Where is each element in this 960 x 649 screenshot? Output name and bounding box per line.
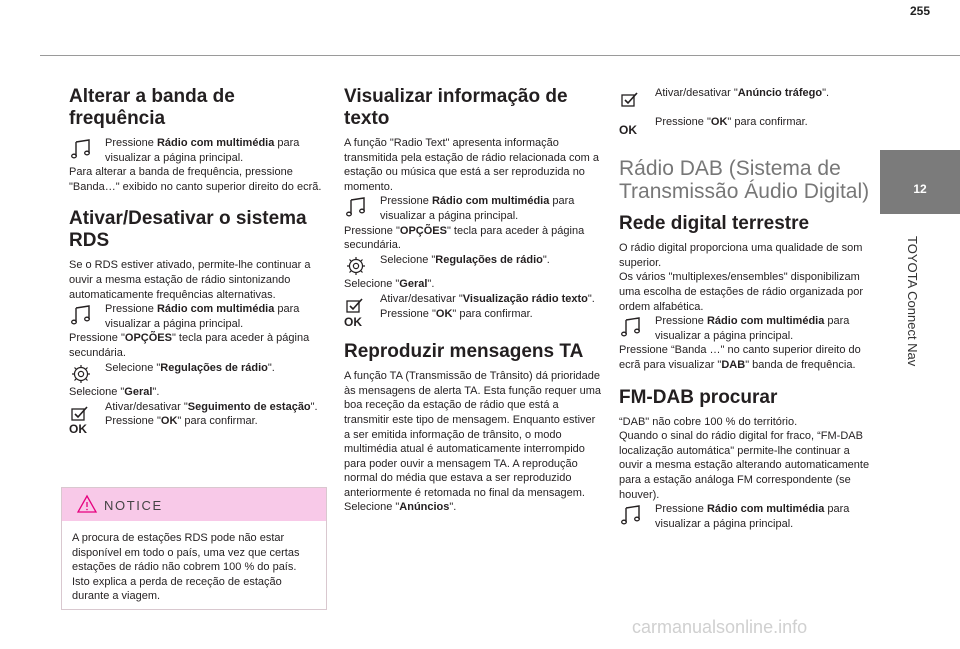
music-note-icon [344,196,368,218]
ok-icon: OK [69,422,87,437]
music-note-icon [69,304,93,326]
paragraph: “DAB" não cobre 100 % do território. [619,415,798,428]
paragraph: O rádio digital proporciona uma qualidade de som superior. [619,242,863,269]
step-radio-settings: Selecione "Regulações de rádio". [69,361,327,376]
notice-text: A procura de estações RDS pode não estar disponível em todo o país, uma vez que certas estações de rádio não cobrem 100 % do país. Isto explica a perda de receção de estação durante a viagem. [72,532,300,603]
paragraph: A função TA (Transmissão de Trânsito) dá prioridade às mensagens de alerta TA. Esta função requer uma boa receção da estação de rádio que está a transmitir este tipo de mensagem. Enquanto estiver a ser emitida informação de trânsito, o modo multimédia atual é automaticamente interrompido para poder ouvir a mensagem TA. A reprodução normal do média que estava a ser reproduzido anteriormente é retomada no final da mensagem. [344,370,602,499]
music-note-icon [619,504,643,526]
step-toggle: Ativar/desativar "Visualização rádio texto". [344,292,602,307]
paragraph: Para alterar a banda de frequência, pressione "Banda…" exibido no canto superior direito do ecrã. [69,166,322,193]
heading-fm-dab: FM-DAB procurar [619,386,778,408]
header-rule [40,55,960,56]
warning-icon [76,494,98,514]
watermark: carmanualsonline.info [632,617,808,637]
heading-rds: Ativar/Desativar o sistema RDS [69,208,307,252]
heading-terrestrial: Rede digital terrestre [619,213,810,235]
step-open-radio: Pressione Rádio com multimédia para visualizar a página principal. [344,194,602,223]
paragraph: Pressione "OPÇÕES" tecla para aceder à página secundária. [69,332,310,359]
settings-gear-icon [69,363,93,385]
step-confirm: OK Pressione "OK" para confirmar. [69,415,258,437]
paragraph: Selecione "Geral". [344,278,435,291]
chapter-title: TOYOTA Connect Nav [905,236,920,367]
heading-ta: Reproduzir mensagens TA [344,341,584,363]
column-2 [344,86,602,515]
heading-band: Alterar a banda de frequência [69,86,235,129]
paragraph: Pressione “Banda …" no canto superior direito do ecrã para visualizar "DAB" banda de frequência. [619,344,861,371]
ok-icon: OK [344,314,362,329]
step-confirm: OK Pressione "OK" para confirmar. [344,307,533,329]
paragraph: Quando o sinal do rádio digital for fraco, “FM-DAB localização automática" permite-lhe continuar a ouvir a mesma estação alterando automaticamente para a estação análoga FM correspondente (se houver). [619,430,870,501]
chapter-number: 12 [913,182,927,196]
heading-text-info: Visualizar informação de texto [344,86,568,129]
paragraph: Selecione "Anúncios". [344,501,457,514]
paragraph: Selecione "Geral". [69,386,160,399]
step-radio-settings: Selecione "Regulações de rádio". [344,253,602,268]
page-number: 255 [909,4,930,18]
notice-title: NOTICE [104,498,163,513]
notice-header [62,488,326,521]
paragraph: Pressione "OPÇÕES" tecla para aceder à página secundária. [344,224,585,252]
ok-icon: OK [619,122,637,137]
paragraph: A função "Radio Text" apresenta informação transmitida pela estação de rádio relacionada com a estação ou música que está a ser reproduzida no momento. [344,137,599,193]
column-3 [619,86,871,531]
music-note-icon [619,316,643,338]
paragraph: Os vários "multiplexes/ensembles" disponibilizam uma escolha de estações de rádio organizada por ordem alfabética. [619,271,863,313]
step-open-radio: Pressione Rádio com multimédia para visualizar a página principal. [69,136,327,165]
step-toggle: Ativar/desativar "Anúncio tráfego". [619,86,871,101]
heading-dab: Rádio DAB (Sistema de Transmissão Áudio Digital) [619,157,870,204]
step-toggle: Ativar/desativar "Seguimento de estação". [69,400,327,415]
chapter-tab [880,150,960,214]
checkbox-icon [619,88,643,110]
step-open-radio: Pressione Rádio com multimédia para visualizar a página principal. [619,314,871,343]
step-open-radio: Pressione Rádio com multimédia para visualizar a página principal. [69,302,327,331]
settings-gear-icon [344,255,368,277]
column-1 [69,86,327,437]
step-confirm: OK Pressione "OK" para confirmar. [619,115,808,137]
paragraph: Se o RDS estiver ativado, permite-lhe continuar a ouvir a mesma estação de rádio sintonizando automaticamente frequências alternativas. [69,259,311,301]
notice-box [61,487,327,610]
step-open-radio: Pressione Rádio com multimédia para visualizar a página principal. [619,502,871,531]
music-note-icon [69,138,93,160]
